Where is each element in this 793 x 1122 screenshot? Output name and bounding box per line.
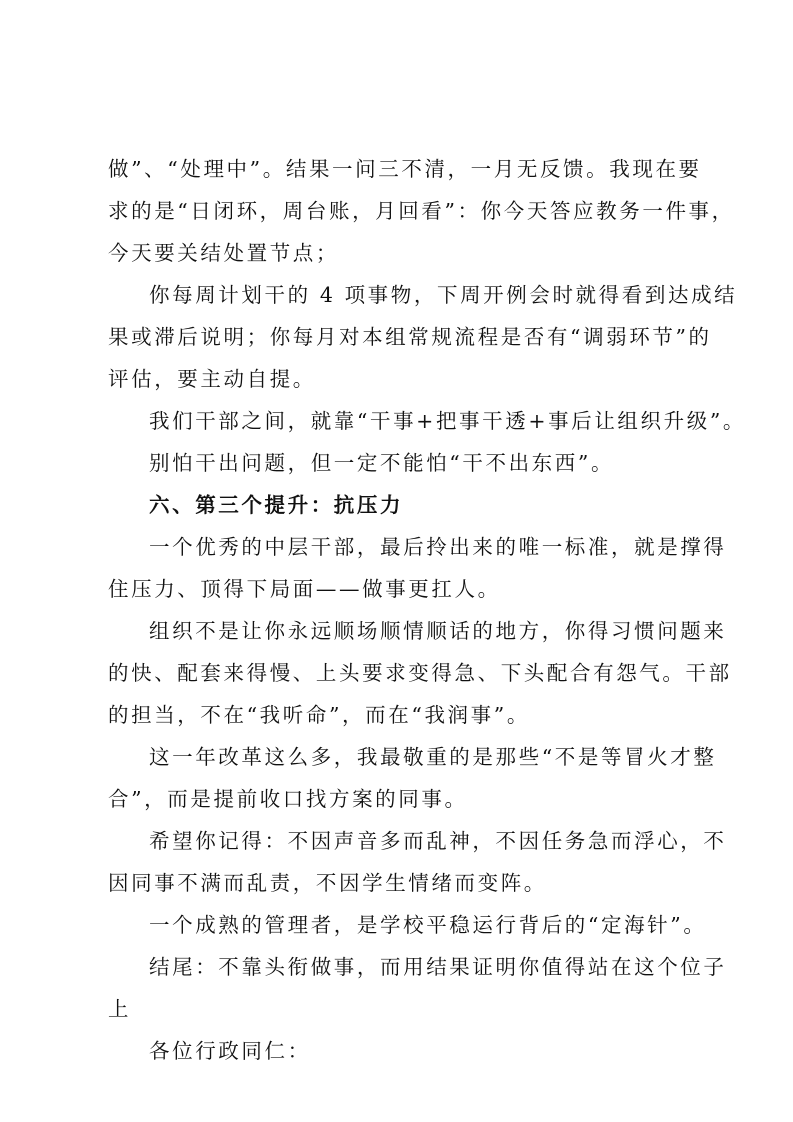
body-line: 因同事不满而乱责，不因学生情绪而变阵。 xyxy=(108,871,547,895)
body-line: 希望你记得：不因声音多而乱神，不因任务急而浮心，不 xyxy=(149,829,727,853)
body-line: 结尾：不靠头衔做事，而用结果证明你值得站在这个位子 xyxy=(149,955,727,979)
body-line: 我们干部之间，就靠“干事+把事干透+事后让组织升级”。 xyxy=(149,409,747,433)
body-line: 今天要关结处置节点； xyxy=(108,241,339,265)
body-line: 评估，要主动自提。 xyxy=(108,367,316,391)
body-line: 这一年改革这么多，我最敬重的是那些“不是等冒火才整 xyxy=(149,745,717,769)
body-line: 别怕干出问题，但一定不能怕“干不出东西”。 xyxy=(149,451,615,475)
body-line: 组织不是让你永远顺场顺情顺话的地方，你得习惯问题来 xyxy=(149,619,727,643)
body-line: 合”，而是提前收口找方案的同事。 xyxy=(108,787,468,811)
body-line: 一个优秀的中层干部，最后拎出来的唯一标准，就是撑得 xyxy=(149,535,727,559)
body-line: 的担当，不在“我听命”，而在“我润事”。 xyxy=(108,703,530,727)
section-heading: 六、第三个提升：抗压力 xyxy=(149,493,404,517)
body-line: 住压力、顶得下局面——做事更扛人。 xyxy=(108,577,501,601)
body-line: 求的是“日闭环，周台账，月回看”：你今天答应教务一件事， xyxy=(108,199,735,223)
body-line: 上 xyxy=(108,997,132,1021)
body-line: 做”、“处理中”。结果一问三不清，一月无反馈。我现在要 xyxy=(108,157,702,181)
body-line: 你每周计划干的 4 项事物，下周开例会时就得看到达成结 xyxy=(149,283,738,307)
body-line: 的快、配套来得慢、上头要求变得急、下头配合有怨气。干部 xyxy=(108,661,732,685)
body-line: 各位行政同仁： xyxy=(149,1039,311,1063)
body-line: 一个成熟的管理者，是学校平稳运行背后的“定海针”。 xyxy=(149,913,707,937)
body-line: 果或滞后说明；你每月对本组常规流程是否有“调弱环节”的 xyxy=(108,325,712,349)
